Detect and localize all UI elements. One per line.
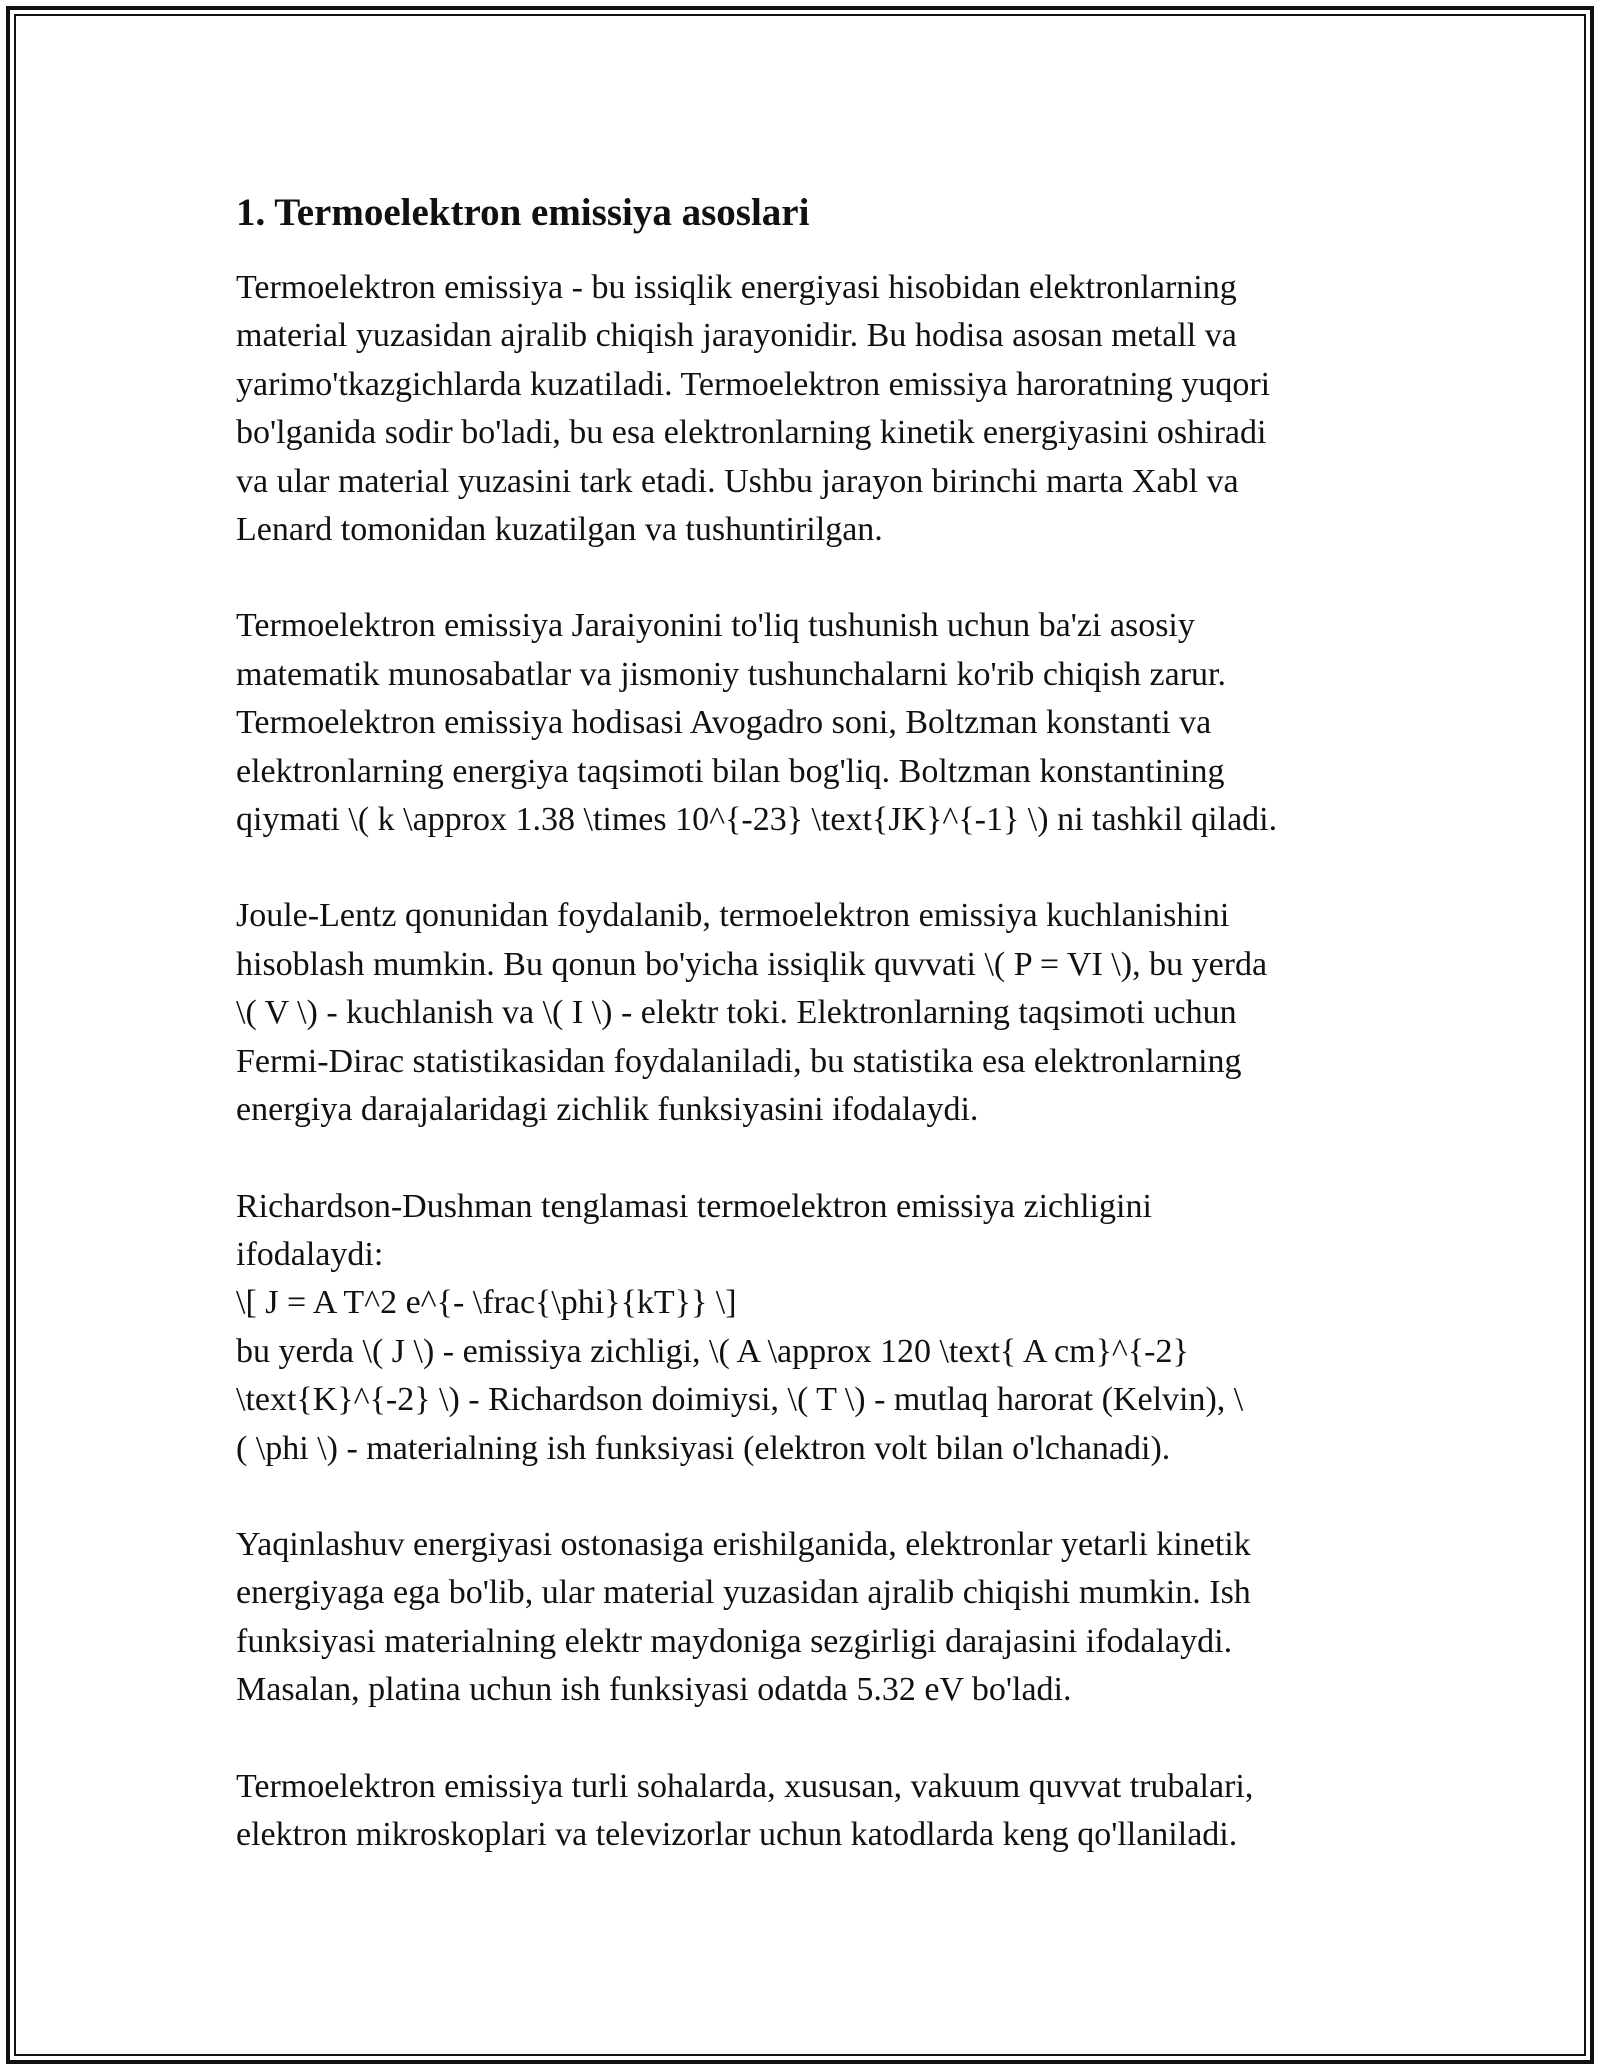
document-body [236, 188, 1376, 1907]
paragraph-richardson-dushman: Richardson-Dushman tenglamasi termoelektron emissiya zichligini ifodalaydi: \[ J = A T^2 e^{- \frac{\phi}{kT}} \] bu yerda \( J \) - emissiya zichligi, \( A \approx 120 \text{ A cm}^{-2} \text{K}^{-2} \) - Richardson doimiysi, \( T \) - mutlaq harorat (Kelvin), \ ( \phi \) - materialning ish funksiyasi (elektron volt bilan o'lchanadi). [236, 1187, 1244, 1467]
section-heading: 1. Termoelektron emissiya asoslari [236, 191, 810, 234]
paragraph-applications: Termoelektron emissiya turli sohalarda, xususan, vakuum quvvat trubalari, elektron mikroskoplari va televizorlar uchun katodlarda keng qo'llaniladi. [236, 1767, 1254, 1853]
paragraph-joule-lentz: Joule-Lentz qonunidan foydalanib, termoelektron emissiya kuchlanishini hisoblash mumkin. Bu qonun bo'yicha issiqlik quvvati \( P = VI \), bu yerda \( V \) - kuchlanish va \( I \) - elektr toki. Elektronlarning taqsimoti uchun Fermi-Dirac statistikasidan foydalaniladi, bu statistika esa elektronlarning energiya darajalaridagi zichlik funksiyasini ifodalaydi. [236, 897, 1268, 1129]
paragraph-definition: Termoelektron emissiya - bu issiqlik energiyasi hisobidan elektronlarning material yuzasidan ajralib chiqish jarayonidir. Bu hodisa asosan metall va yarimo'tkazgichlarda kuzatiladi. Termoelektron emissiya haroratning yuqori bo'lganida sodir bo'ladi, bu esa elektronlarning kinetik energiyasini oshiradi va ular material yuzasini tark etadi. Ushbu jarayon birinchi marta Xabl va Lenard tomonidan kuzatilgan va tushuntirilgan. [236, 269, 1271, 549]
paragraph-boltzmann: Termoelektron emissiya Jaraiyonini to'liq tushunish uchun ba'zi asosiy matematik munosabatlar va jismoniy tushunchalarni ko'rib chiqish zarur. Termoelektron emissiya hodisasi Avogadro soni, Boltzman konstanti va elektronlarning energiya taqsimoti bilan bog'liq. Boltzman konstantining qiymati \( k \approx 1.38 \times 10^{-23} \text{JK}^{-1} \) ni tashkil qiladi. [236, 607, 1278, 839]
paragraph-work-function: Yaqinlashuv energiyasi ostonasiga erishilganida, elektronlar yetarli kinetik energiyaga ega bo'lib, ular material yuzasidan ajralib chiqishi mumkin. Ish funksiyasi materialning elektr maydoniga sezgirligi darajasini ifodalaydi. Masalan, platina uchun ish funksiyasi odatda 5.32 eV bo'ladi. [236, 1525, 1251, 1709]
